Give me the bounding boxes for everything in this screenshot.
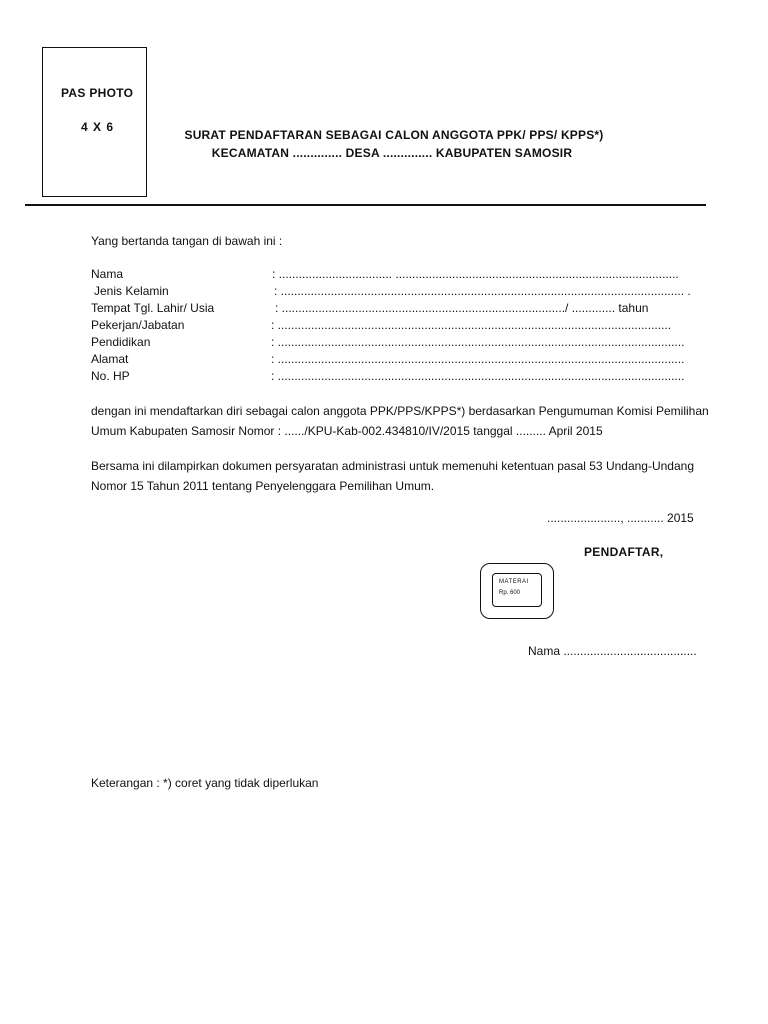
field-value-alamat: : .......................................................................................................................... <box>271 352 685 366</box>
signer-name-line: Nama ........................................ <box>528 644 697 658</box>
header-divider <box>25 204 706 206</box>
materai-value: Rp. 600 <box>499 590 521 596</box>
attachment-paragraph: Bersama ini dilampirkan dokumen persyaratan administrasi untuk memenuhi ketentuan pasal 53 Undang-Undang Nomor 15 Tahun 2011 tentang Penyelenggara Pemilihan Umum. <box>91 459 695 493</box>
field-value-nama: : .................................. ..................................................................................... <box>272 267 679 281</box>
field-label-pekerjaan: Pekerjan/Jabatan <box>91 318 185 332</box>
field-value-pendidikan: : .......................................................................................................................... <box>271 335 685 349</box>
field-label-alamat: Alamat <box>91 352 129 366</box>
field-value-no-hp: : .......................................................................................................................... <box>271 369 685 383</box>
date-line: ......................, ........... 2015 <box>547 511 694 525</box>
signer-label: PENDAFTAR, <box>584 545 664 559</box>
declaration-paragraph: dengan ini mendaftarkan diri sebagai calon anggota PPK/PPS/KPPS*) berdasarkan Pengumuman Komisi Pemilihan Umum Kabupaten Samosir Nomor : ....../KPU-Kab-002.434810/IV/2015 tanggal ......... April 2015 <box>91 404 709 438</box>
materai-stamp-inner <box>492 573 542 607</box>
footnote: Keterangan : *) coret yang tidak diperlukan <box>91 776 319 790</box>
photo-placeholder <box>42 47 147 197</box>
field-label-ttl: Tempat Tgl. Lahir/ Usia <box>91 301 215 315</box>
materai-label: MATERAI <box>499 579 529 585</box>
field-value-ttl: : ...................................................................................../ ............. tahun <box>275 301 649 315</box>
materai-stamp <box>480 563 554 619</box>
photo-label: PAS PHOTO <box>61 86 134 100</box>
field-value-jenis-kelamin: : ......................................................................................................................... . <box>274 284 691 298</box>
intro-text: Yang bertanda tangan di bawah ini : <box>91 234 283 248</box>
field-label-pendidikan: Pendidikan <box>91 335 151 349</box>
document-title: SURAT PENDAFTARAN SEBAGAI CALON ANGGOTA PPK/ PPS/ KPPS*) <box>184 128 604 142</box>
photo-size: 4 X 6 <box>81 120 115 134</box>
field-label-no-hp: No. HP <box>91 369 130 383</box>
field-value-pekerjaan: : ...................................................................................................................... <box>271 318 672 332</box>
field-label-nama: Nama <box>91 267 124 281</box>
document-subtitle: KECAMATAN .............. DESA .............. KABUPATEN SAMOSIR <box>211 146 573 160</box>
field-label-jenis-kelamin: Jenis Kelamin <box>94 284 169 298</box>
